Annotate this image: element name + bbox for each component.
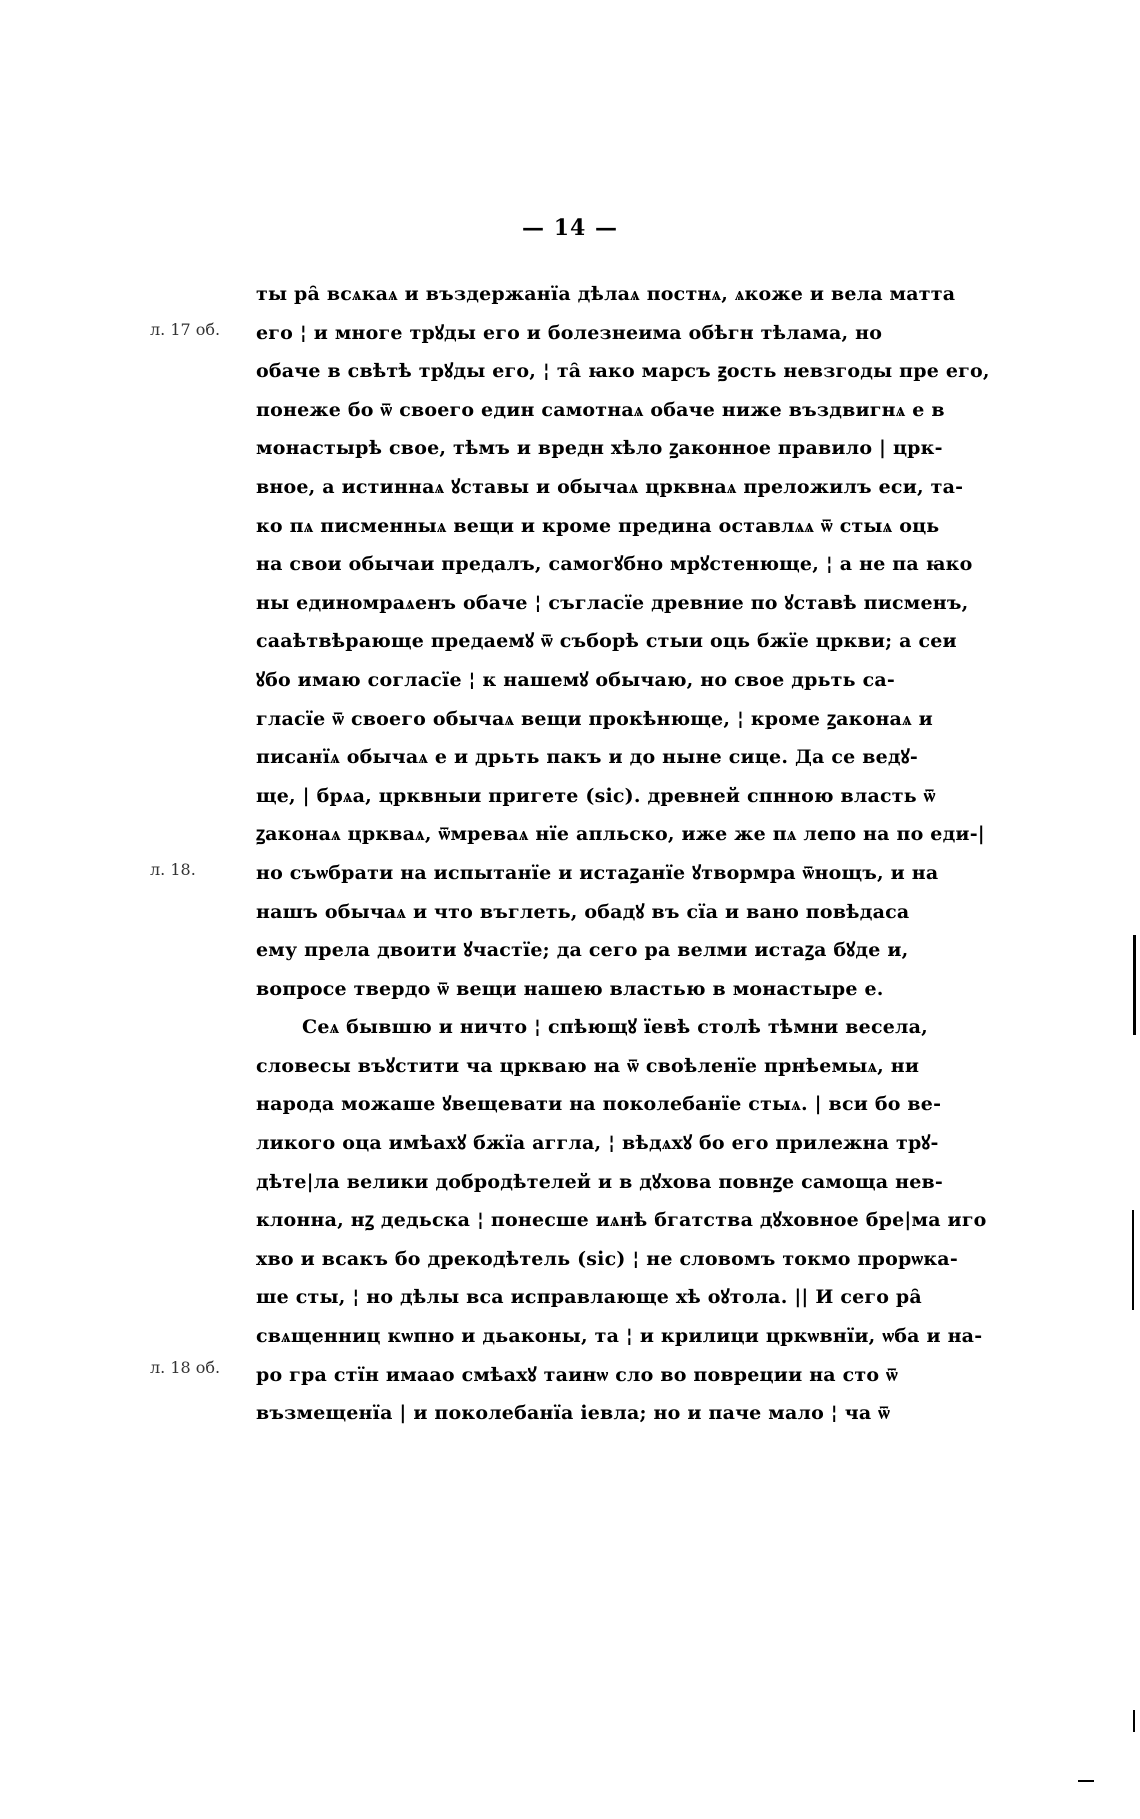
scan-artifact-mark xyxy=(1133,1710,1135,1732)
text-line: вопросе твердо ѿ вещи нашею властью в монастыре е. xyxy=(256,977,884,1000)
page-number: — 14 — xyxy=(522,215,618,241)
scan-artifact-mark xyxy=(1132,1210,1134,1310)
text-line: ще, | брѧа, црквныи пригете (sic). древней спнною власть ѿ xyxy=(256,784,936,807)
margin-note-folio-18v: л. 18 об. xyxy=(150,1358,221,1377)
text-line: на свои обычаи предалъ, самогꙋбно мрꙋстенюще, ¦ а не па ꙗко xyxy=(256,553,973,576)
text-line: клонна, нꙁ дедьска ¦ понесше иѧнѣ бгатства дꙋховное бре|ма иго xyxy=(256,1209,987,1232)
text-line: его ¦ и многе трꙋды его и болезнеима обѣгн тѣлама, но xyxy=(256,321,883,344)
text-line: ликого оца имѣахꙋ бжїа аггла, ¦ вѣдѧхꙋ бо его прилежна трꙋ- xyxy=(256,1132,939,1155)
text-line: ше сты, ¦ но дѣлы вса исправлающе хѣ оꙋтола. || И сего ра̑ xyxy=(256,1286,922,1309)
text-line: ро гра стїн имаао смѣахꙋ таинѡ сло во повреции на сто ѿ xyxy=(256,1363,899,1386)
text-line: вное, а истиннаѧ ꙋставы и обычаѧ црквнаѧ преложилъ еси, та- xyxy=(256,475,964,498)
scan-artifact-mark xyxy=(1133,935,1136,1035)
text-line: народа можаше ꙋвещевати на поколебанїе стыѧ. | вси бо ве- xyxy=(256,1093,942,1116)
text-line: дѣте|ла велики добродѣтелей и в дꙋхова повнꙁе самоща нев- xyxy=(256,1170,943,1193)
text-line: ны единомраѧенъ обаче ¦ съгласїе древние по ꙋставѣ писменъ, xyxy=(256,591,969,614)
text-line: възмещенїа | и поколебанїа іевла; но и паче мало ¦ ча ѿ xyxy=(256,1402,891,1425)
text-line: ꙁаконаѧ цркваѧ, ѿмреваѧ нїе апльско, иже же пѧ лепо на по еди-| xyxy=(256,823,985,846)
text-line: писанїѧ обычаѧ е и дрьть пакъ и до ныне сице. Да се ведꙋ- xyxy=(256,746,918,769)
text-line: нашъ обычаѧ и что въглеть, обадꙋ въ сїа и вано повѣдаса xyxy=(256,900,910,923)
paragraph-start-line: Сеѧ бывшю и ничто ¦ спѣющꙋ їевѣ столѣ тѣмни весела, xyxy=(302,1016,928,1039)
text-line: ты ра̑ всѧкаѧ и въздержанїа дѣлаѧ постнѧ, ѧкоже и вела матта xyxy=(256,283,956,305)
text-line: ему прела двоити ꙋчастїе; да сего ра велми истаꙁа бꙋде и, xyxy=(256,939,909,962)
scan-artifact-mark xyxy=(1078,1780,1094,1782)
text-line: сааѣтвѣрающе предаемꙋ ѿ съборѣ стыи оць бжїе цркви; а сеи xyxy=(256,630,957,653)
text-line: хво и всакъ бо дрекодѣтель (sic) ¦ не словомъ токмо прорѡка- xyxy=(256,1247,958,1270)
text-line: но съѡбрати на испытанїе и истаꙁанїе ꙋтвормра ѿнощъ, и на xyxy=(256,861,939,884)
text-line: свѧщенниц кѡпно и дьаконы, та ¦ и крилици цркѡвнїи, ѡба и на- xyxy=(256,1325,983,1348)
margin-note-folio-17v: л. 17 об. xyxy=(150,320,221,339)
text-block xyxy=(256,275,1016,1433)
text-line: гласїе ѿ своего обычаѧ вещи прокѣнюще, ¦ кроме ꙁаконаѧ и xyxy=(256,707,933,730)
text-line: понеже бо ѿ своего един самотнаѧ обаче ниже въздвигнѧ е в xyxy=(256,398,945,421)
text-line: словесы въꙋстити ча цркваю на ѿ своѣленїе прнѣемыѧ, ни xyxy=(256,1054,920,1077)
text-line: ко пѧ писменныѧ вещи и кроме предина оставлѧѧ ѿ стыѧ оць xyxy=(256,514,940,537)
text-line: монастырѣ свое, тѣмъ и вредн хѣло ꙁаконное правило | црк- xyxy=(256,437,943,460)
text-line: ꙋбо имаю согласїе ¦ к нашемꙋ обычаю, но свое дрьть са- xyxy=(256,668,895,691)
margin-note-folio-18: л. 18. xyxy=(150,860,196,879)
text-line: обаче в свѣтѣ трꙋды его, ¦ та̑ ꙗко марсъ ꙃость невзгоды пре его, xyxy=(256,360,990,383)
